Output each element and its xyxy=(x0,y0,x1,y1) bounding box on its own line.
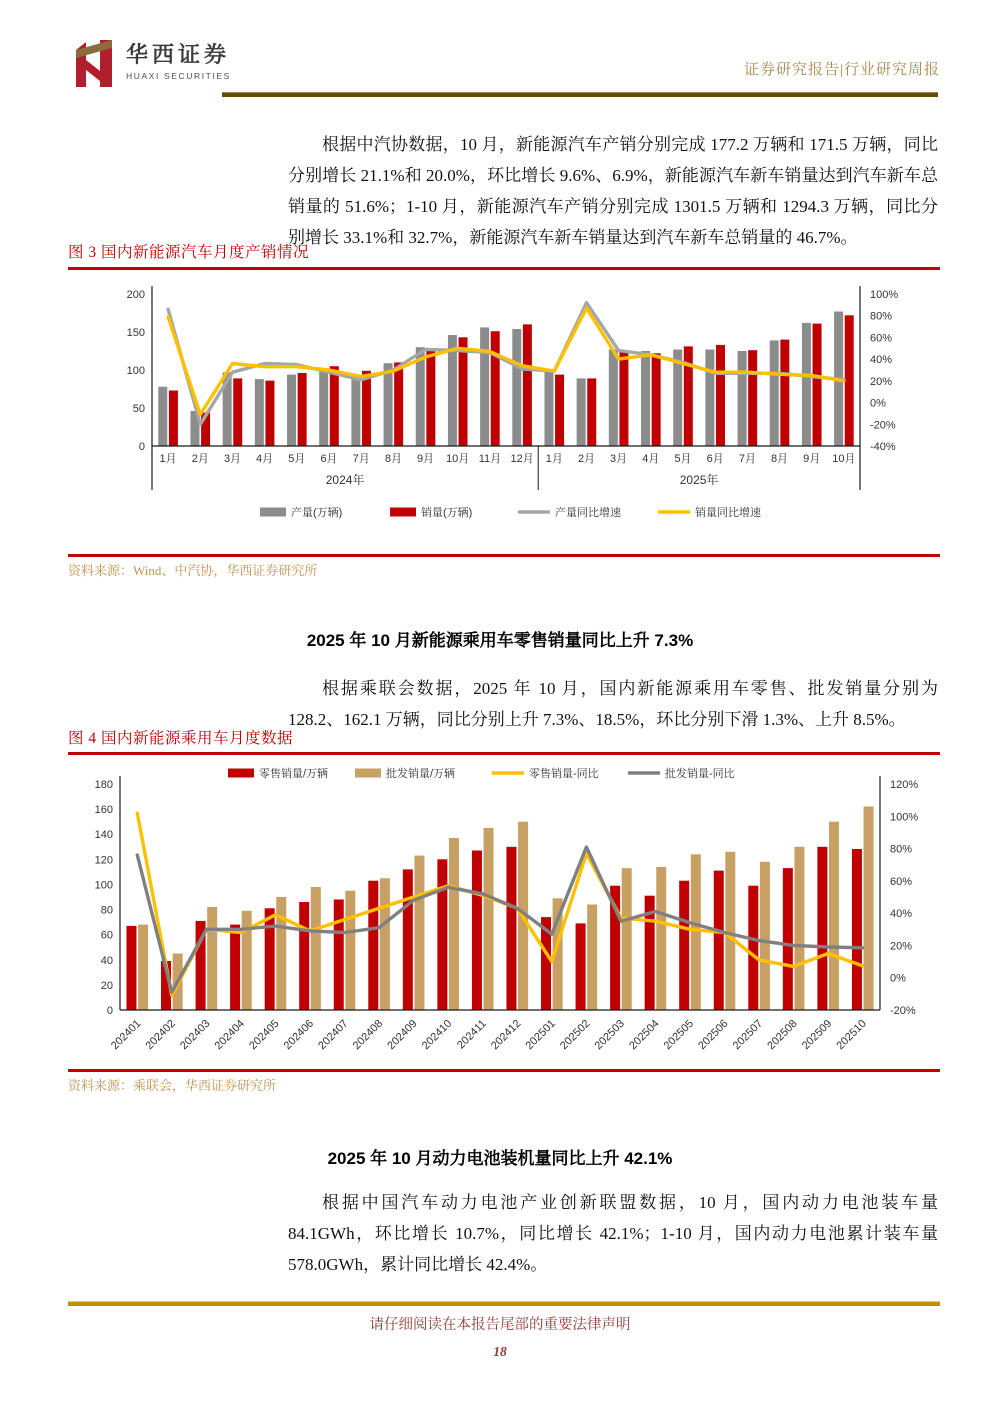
svg-text:2024年: 2024年 xyxy=(325,473,365,487)
svg-text:4月: 4月 xyxy=(256,453,274,465)
svg-text:202507: 202507 xyxy=(730,1017,766,1053)
brand-logo xyxy=(72,38,231,88)
svg-text:6月: 6月 xyxy=(706,453,724,465)
report-type-label: 证券研究报告|行业研究周报 xyxy=(743,62,940,78)
svg-text:0: 0 xyxy=(138,441,145,453)
svg-text:200: 200 xyxy=(126,289,145,301)
svg-text:5月: 5月 xyxy=(288,453,306,465)
svg-text:100%: 100% xyxy=(870,289,899,301)
svg-text:140: 140 xyxy=(94,829,113,842)
svg-text:100%: 100% xyxy=(890,811,919,824)
huaxi-logo-icon xyxy=(72,38,116,88)
svg-text:202402: 202402 xyxy=(143,1017,178,1053)
svg-text:60%: 60% xyxy=(870,332,893,345)
svg-text:2月: 2月 xyxy=(577,453,596,465)
svg-text:3月: 3月 xyxy=(610,453,628,465)
figure4-title: 图 4 国内新能源乘用车月度数据 xyxy=(68,730,294,747)
retail-section-paragraph: 根据乘联会数据，2025 年 10 月，国内新能源乘用车零售、批发销量分别为 128.2、162.1 万辆，同比分别上升 7.3%、18.5%，环比分别下滑 1.3%、上升 8.5%。 xyxy=(288,679,938,729)
svg-text:8月: 8月 xyxy=(384,453,402,465)
battery-section-heading: 2025 年 10 月动力电池装机量同比上升 42.1% xyxy=(327,1149,673,1168)
svg-text:40: 40 xyxy=(100,954,113,967)
svg-text:80%: 80% xyxy=(870,310,893,323)
svg-text:20: 20 xyxy=(100,979,113,992)
svg-text:2025年: 2025年 xyxy=(679,473,719,487)
svg-text:40%: 40% xyxy=(870,354,893,367)
legal-notice: 请仔细阅读在本报告尾部的重要法律声明 xyxy=(369,1317,631,1333)
svg-text:202501: 202501 xyxy=(523,1017,558,1053)
svg-text:销量同比增速: 销量同比增速 xyxy=(695,507,761,519)
svg-text:5月: 5月 xyxy=(674,453,692,465)
header-divider xyxy=(222,92,938,97)
svg-text:80%: 80% xyxy=(890,843,913,856)
svg-text:202510: 202510 xyxy=(834,1017,869,1053)
svg-text:产量(万辆): 产量(万辆) xyxy=(291,507,343,519)
figure4-bottom-rule xyxy=(68,1069,940,1072)
svg-text:202409: 202409 xyxy=(385,1017,420,1053)
svg-text:202504: 202504 xyxy=(627,1017,662,1053)
svg-text:202403: 202403 xyxy=(178,1017,213,1053)
footer-divider xyxy=(68,1301,940,1306)
svg-text:7月: 7月 xyxy=(738,453,756,465)
svg-text:202411: 202411 xyxy=(454,1017,489,1052)
battery-section-paragraph: 根据中国汽车动力电池产业创新联盟数据，10 月，国内动力电池装车量 84.1GWh，环比增长 10.7%，同比增长 42.1%；1-10 月，国内动力电池累计装车量 578.0GWh，累计同比增长 42.4%。 xyxy=(288,1193,938,1274)
intro-paragraph: 根据中汽协数据，10 月，新能源汽车产销分别完成 177.2 万辆和 171.5 万辆，同比分别增长 21.1%和 20.0%，环比增长 9.6%、6.9%，新能源汽车新车销量达到汽车新车总销量的 51.6%；1-10 月，新能源汽车产销分别完成 1301.5 万辆和 1294.3 万辆，同比分别增长 33.1%和 32.7%，新能源汽车新车销量达到汽车新车总销量的 46.7%。 xyxy=(288,135,938,247)
svg-text:10月: 10月 xyxy=(446,453,470,465)
svg-text:202502: 202502 xyxy=(558,1017,593,1053)
svg-text:120%: 120% xyxy=(890,779,919,791)
svg-text:202407: 202407 xyxy=(316,1017,351,1053)
svg-text:202406: 202406 xyxy=(281,1017,317,1053)
svg-text:6月: 6月 xyxy=(320,453,338,465)
svg-text:-20%: -20% xyxy=(870,419,896,432)
svg-text:202503: 202503 xyxy=(592,1017,628,1053)
svg-text:1月: 1月 xyxy=(545,453,563,465)
brand-name-cn: 华西证券 xyxy=(126,42,231,67)
svg-text:150: 150 xyxy=(126,327,145,339)
svg-text:202405: 202405 xyxy=(247,1017,282,1053)
svg-text:60%: 60% xyxy=(890,875,913,888)
svg-text:3月: 3月 xyxy=(223,453,242,465)
svg-text:12月: 12月 xyxy=(510,453,534,465)
svg-text:202508: 202508 xyxy=(765,1017,800,1053)
svg-text:2月: 2月 xyxy=(191,453,209,465)
figure3-title: 图 3 国内新能源汽车月度产销情况 xyxy=(68,244,310,261)
svg-text:8月: 8月 xyxy=(770,453,789,465)
svg-text:1月: 1月 xyxy=(159,453,177,465)
svg-text:零售销量/万辆: 零售销量/万辆 xyxy=(259,768,329,780)
svg-text:产量同比增速: 产量同比增速 xyxy=(555,507,621,519)
svg-text:4月: 4月 xyxy=(642,453,660,465)
svg-text:11月: 11月 xyxy=(478,453,502,465)
svg-text:7月: 7月 xyxy=(352,453,370,465)
svg-text:9月: 9月 xyxy=(803,453,821,465)
svg-text:202408: 202408 xyxy=(350,1017,386,1053)
svg-text:-40%: -40% xyxy=(870,441,896,453)
figure4-top-rule xyxy=(68,752,940,755)
svg-text:180: 180 xyxy=(94,779,113,791)
svg-text:100: 100 xyxy=(126,365,145,377)
page-number: 18 xyxy=(493,1344,507,1359)
svg-text:202412: 202412 xyxy=(488,1017,524,1053)
svg-text:0%: 0% xyxy=(870,397,886,410)
figure3-top-rule xyxy=(68,267,940,270)
svg-text:0: 0 xyxy=(106,1005,113,1017)
svg-text:0%: 0% xyxy=(890,972,906,985)
svg-text:160: 160 xyxy=(94,804,113,817)
svg-text:20%: 20% xyxy=(870,375,893,388)
figure3-source: 资料来源：Wind、中汽协，华西证券研究所 xyxy=(68,563,318,578)
svg-text:批发销量/万辆: 批发销量/万辆 xyxy=(386,768,456,780)
svg-text:9月: 9月 xyxy=(416,453,435,465)
svg-text:60: 60 xyxy=(100,929,113,942)
svg-text:202401: 202401 xyxy=(108,1017,144,1053)
svg-text:202505: 202505 xyxy=(661,1017,697,1053)
svg-text:零售销量-同比: 零售销量-同比 xyxy=(529,768,599,780)
figure3-bottom-rule xyxy=(68,554,940,557)
nev-production-sales-chart xyxy=(60,276,940,528)
svg-text:10月: 10月 xyxy=(832,453,856,465)
svg-text:80: 80 xyxy=(100,904,113,917)
svg-text:20%: 20% xyxy=(890,940,913,953)
figure4-source: 资料来源：乘联会，华西证券研究所 xyxy=(68,1078,277,1093)
svg-text:202404: 202404 xyxy=(212,1017,248,1053)
svg-text:202509: 202509 xyxy=(799,1017,835,1053)
svg-text:50: 50 xyxy=(132,403,145,415)
svg-text:202506: 202506 xyxy=(696,1017,731,1053)
brand-name-en: HUAXI SECURITIES xyxy=(126,71,231,81)
svg-text:销量(万辆): 销量(万辆) xyxy=(421,507,473,519)
svg-text:120: 120 xyxy=(94,854,113,867)
nev-passenger-monthly-chart xyxy=(60,760,940,1068)
svg-text:批发销量-同比: 批发销量-同比 xyxy=(665,768,735,780)
retail-section-heading: 2025 年 10 月新能源乘用车零售销量同比上升 7.3% xyxy=(306,631,694,650)
svg-text:100: 100 xyxy=(94,879,113,892)
svg-text:40%: 40% xyxy=(890,908,913,921)
svg-text:-20%: -20% xyxy=(890,1005,916,1017)
svg-text:202410: 202410 xyxy=(419,1017,455,1053)
